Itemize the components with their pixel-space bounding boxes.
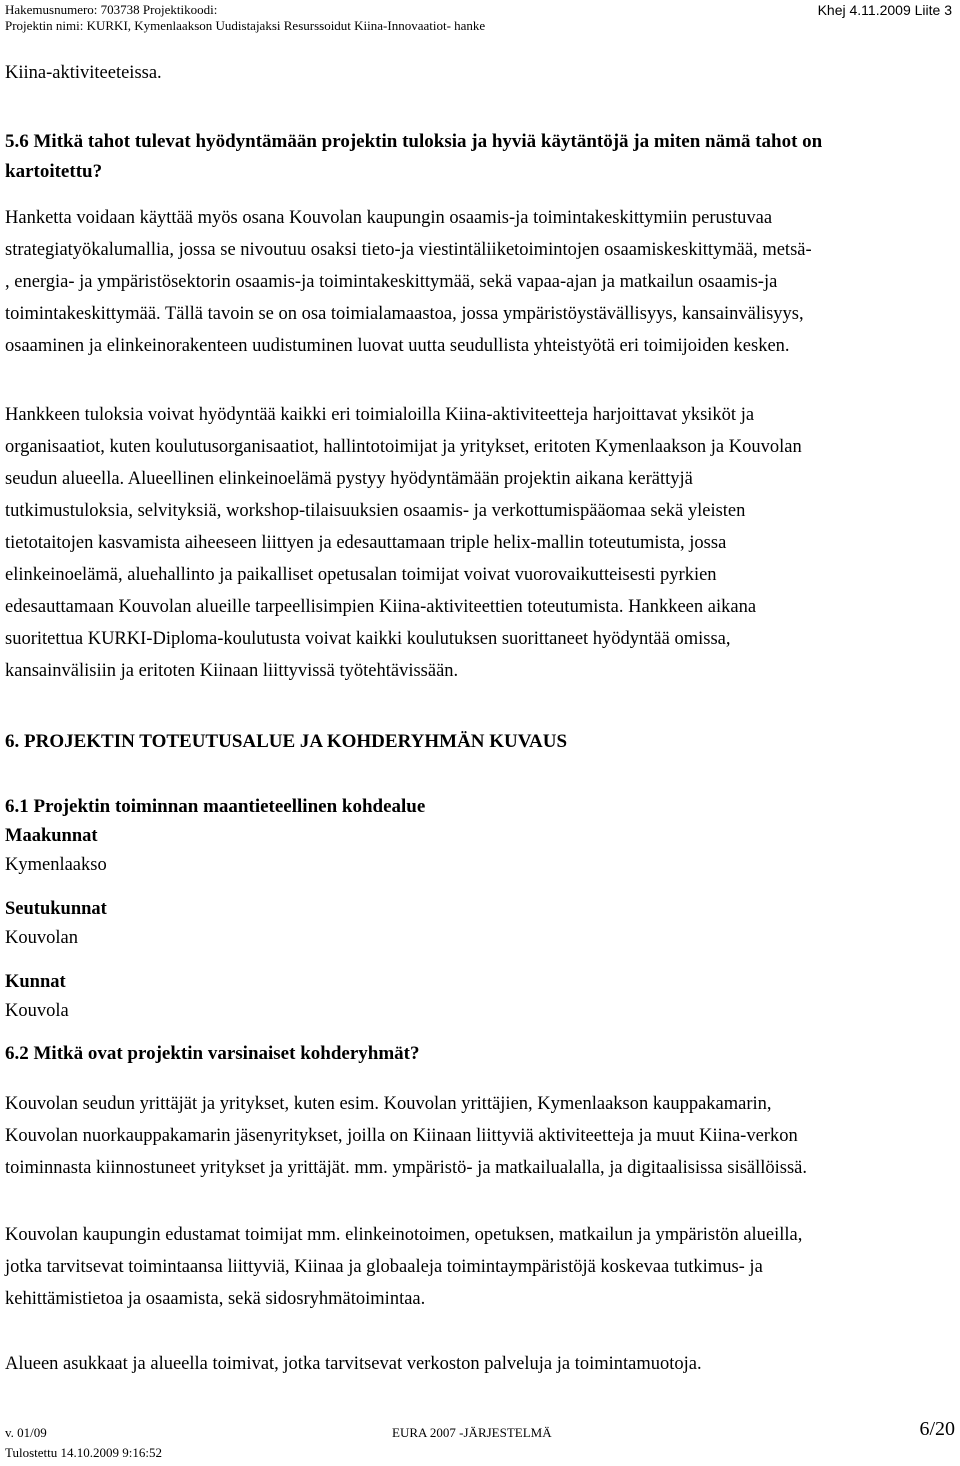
section-title-line: kartoitettu?	[5, 161, 103, 182]
continuation-text: Kiina-aktiviteeteissa.	[5, 63, 162, 83]
paragraph-line: tutkimustuloksia, selvityksiä, workshop-tilaisuuksien osaamis- ja verkottumispääomaa sekä yleisten	[5, 501, 746, 521]
kunnat-value: Kouvola	[5, 1001, 69, 1021]
section-title-line: 5.6 Mitkä tahot tulevat hyödyntämään projektin tuloksia ja hyviä käytäntöjä ja miten nämä tahot on	[5, 131, 823, 152]
paragraph-line: Kouvolan nuorkauppakamarin jäsenyritykset, joilla on Kiinaan liittyviä aktiviteetteja ja muut Kiina-verkon	[5, 1126, 798, 1146]
header-date-attachment: Khej 4.11.2009 Liite 3	[817, 2, 952, 18]
footer-printed-timestamp: Tulostettu 14.10.2009 9:16:52	[5, 1445, 162, 1460]
header-application-number: Hakemusnumero: 703738 Projektikoodi:	[5, 2, 218, 17]
paragraph-line: osaaminen ja elinkeinorakenteen uudistuminen luovat uutta seudullista yhteistyötä eri toimijoiden kesken.	[5, 336, 790, 356]
target-groups-paragraph-1	[5, 1088, 955, 1184]
footer-page-number: 6/20	[919, 1418, 955, 1440]
paragraph-line: seudun alueella. Alueellinen elinkeinoelämä pystyy hyödyntämään projektin aikana kerättyjä	[5, 469, 693, 489]
paragraph-line: toimintakeskittymää. Tällä tavoin se on osa toimialamaastoa, jossa ympäristöystävällisyys, kansainvälisyys,	[5, 304, 804, 324]
section-5-6-paragraph-1	[5, 202, 955, 362]
paragraph-line: jotka tarvitsevat toimintaansa liittyviä, Kiinaa ja globaaleja toimintaympäristöjä koskevaa tutkimus- ja	[5, 1257, 763, 1277]
paragraph-line: suoritettua KURKI-Diploma-koulutusta voivat kaikki koulutuksen suorittaneet hyödyntää omissa,	[5, 629, 731, 649]
maakunnat-label: Maakunnat	[5, 826, 98, 846]
paragraph-line: Kouvolan seudun yrittäjät ja yritykset, kuten esim. Kouvolan yrittäjien, Kymenlaakson kauppakamarin,	[5, 1094, 772, 1114]
target-groups-paragraph-3	[5, 1348, 955, 1380]
paragraph-line: Hanketta voidaan käyttää myös osana Kouvolan kaupungin osaamis-ja toimintakeskittymiin perustuvaa	[5, 208, 773, 228]
maakunnat-value: Kymenlaakso	[5, 855, 107, 875]
section-6-title: 6. PROJEKTIN TOTEUTUSALUE JA KOHDERYHMÄN KUVAUS	[5, 731, 568, 752]
paragraph-line: edesauttamaan Kouvolan alueille tarpeellisimpien Kiina-aktiviteettien toteutumista. Hankkeen aikana	[5, 597, 757, 617]
footer-system-name: EURA 2007 -JÄRJESTELMÄ	[392, 1425, 552, 1440]
paragraph-line: kehittämistietoa ja osaamista, sekä sidosryhmätoimintaa.	[5, 1289, 426, 1309]
paragraph-line: kansainvälisiin ja eritoten Kiinaan liittyvissä työtehtävissään.	[5, 661, 459, 681]
paragraph-line: strategiatyökalumallia, jossa se nivoutuu osaksi tieto-ja viestintäliiketoimintojen osaamiskeskittymää, metsä-	[5, 240, 812, 260]
paragraph-line: Kouvolan kaupungin edustamat toimijat mm. elinkeinotoimen, opetuksen, matkailun ja ympäristön alueilla,	[5, 1225, 803, 1245]
paragraph-line: Alueen asukkaat ja alueella toimivat, jotka tarvitsevat verkoston palveluja ja toimintamuotoja.	[5, 1354, 702, 1374]
section-6-1-title: 6.1 Projektin toiminnan maantieteellinen kohdealue	[5, 796, 426, 817]
footer-version: v. 01/09	[5, 1425, 47, 1440]
target-groups-paragraph-2	[5, 1219, 955, 1315]
section-5-6-paragraph-2	[5, 399, 955, 687]
seutukunnat-label: Seutukunnat	[5, 899, 107, 919]
section-6-2-title: 6.2 Mitkä ovat projektin varsinaiset kohderyhmät?	[5, 1043, 420, 1064]
kunnat-label: Kunnat	[5, 972, 66, 992]
section-5-6-title	[5, 127, 955, 187]
paragraph-line: toiminnasta kiinnostuneet yritykset ja yrittäjät. mm. ympäristö- ja matkailualalla, ja digitaalisissa sisällöissä.	[5, 1158, 808, 1178]
paragraph-line: , energia- ja ympäristösektorin osaamis-ja toimintakeskittymää, sekä vapaa-ajan ja matkailun osaamis-ja	[5, 272, 778, 292]
paragraph-line: elinkeinoelämä, aluehallinto ja paikalliset opetusalan toimijat voivat vuorovaikutteisesti pyrkien	[5, 565, 717, 585]
seutukunnat-value: Kouvolan	[5, 928, 78, 948]
paragraph-line: organisaatiot, kuten koulutusorganisaatiot, hallintotoimijat ja yritykset, eritoten Kymenlaakson ja Kouvolan	[5, 437, 802, 457]
paragraph-line: tietotaitojen kasvamista aiheeseen liittyen ja edesauttamaan triple helix-mallin toteutumista, jossa	[5, 533, 727, 553]
header-project-name: Projektin nimi: KURKI, Kymenlaakson Uudistajaksi Resurssoidut Kiina-Innovaatiot- hanke	[5, 18, 486, 33]
paragraph-line: Hankkeen tuloksia voivat hyödyntää kaikki eri toimialoilla Kiina-aktiviteetteja harjoittavat yksiköt ja	[5, 405, 755, 425]
